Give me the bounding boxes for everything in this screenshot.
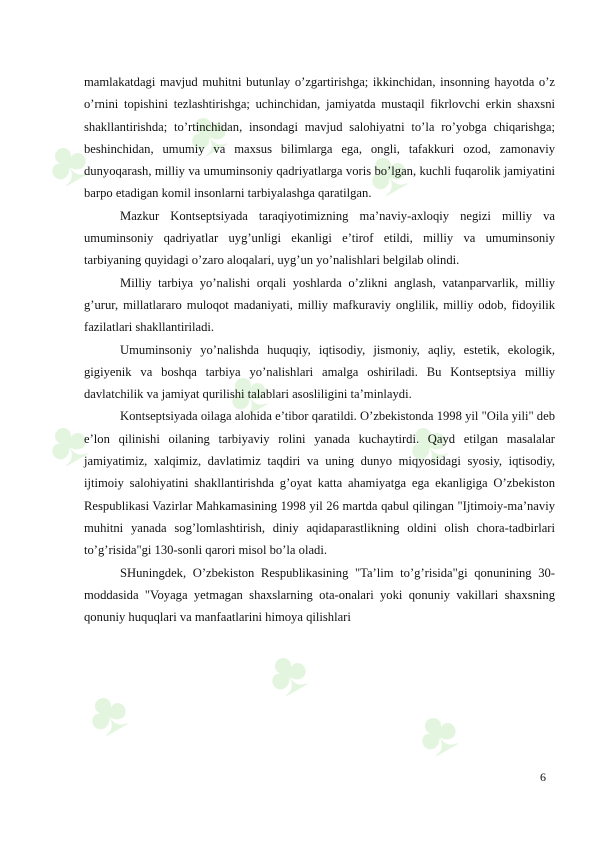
svg-text:♣: ♣	[33, 123, 101, 202]
page-number: 6	[540, 770, 546, 784]
paragraph-1: mamlakatdagi mavjud muhitni butunlay o’zgartirishga; ikkinchidan, insonning hayotda o’z o’rnini topishini tezlashtirishga; uchinchidan, jamiyatda mustaqil fikrlovchi erkin shaxsni shakllantirishda; to’rtinchidan, insondagi mavjud salohiyatni to’la ro’yobga chiqarishga; beshinchidan, umumiy va maxsus bilimlarga ega, ongli, tafakkuri ozod, zamonaviy dunyoqarash, milliy va umuminsoniy qadriyatlarga voris bo’lgan, kuchli fuqarolik jamiyatini barpo etadigan komil insonlarni tarbiyalashga qaratilgan.	[84, 75, 555, 201]
paragraph-6: SHuningdek, O’zbekiston Respublikasining "Ta’lim to’g’risida"gi qonunining 30-moddasida "Voyaga yetmagan shaxslarning ota-onalari yoki qonuniy vakillari shaxsning qonuniy huquqlari va manfaatlarini himoya qilishlari	[84, 565, 555, 625]
svg-text:♣: ♣	[33, 403, 101, 482]
svg-text:♣: ♣	[353, 133, 421, 212]
paragraph-2: Mazkur Kontseptsiyada taraqiyotimizning ma’naviy-axloqiy negizi milliy va umuminsoniy qadriyatlar uyg’unligi ekanligi e’tirof etildi, milliy va umuminsoniy tarbiyaning quyidagi o’zaro aloqalari, uyg’un yo’nalishlari belgilab olindi.	[84, 208, 555, 268]
svg-text:♣: ♣	[173, 93, 241, 172]
svg-text:♣: ♣	[253, 633, 321, 712]
paragraph-4: Umuminsoniy yo’nalishda huquqiy, iqtisodiy, jismoniy, aqliy, estetik, ekologik, gigiyenik va boshqa tarbiya yo’nalishlari amalga oshiriladi. Bu Kontseptsiya milliy davlatchilik va jamiyat qurilishi talablari asosliligini ta’minlaydi.	[84, 342, 555, 402]
paragraph-5: Kontseptsiyada oilaga alohida e’tibor qaratildi. O’zbekistonda 1998 yil "Oila yili" deb e’lon qilinishi oilaning tarbiyaviy rolini yanada kuchaytirdi. Qayd etilgan masalalar jamiyatimiz, xalqimiz, davlatimiz taqdiri va uning dunyo miqyosidagi syosiy, iqtisodiy, ijtimoiy salohiyatini shakllantirishda g’oyat katta ahamiyatga ega ekanligiga O’zbekiston Respublikasi Vazirlar Mahkamasining 1998 yil 26 martda qabul qilingan "Ijtimoiy-ma’naviy muhitni yanada sog’lomlashtirish, diniy aqidaparastlikning oldini olish chora-tadbirlari to’g’risida"gi 130-sonli qarori misol bo’la oladi.	[84, 409, 555, 558]
svg-text:♣: ♣	[393, 403, 461, 482]
svg-text:♣: ♣	[73, 673, 141, 752]
body-text	[84, 71, 555, 628]
paragraph-3: Milliy tarbiya yo’nalishi orqali yoshlarda o’zlikni anglash, vatanparvarlik, milliy g’urur, millatlararo muloqot madaniyati, milliy mafkuraviy onglilik, milliy odob, fidoyilik fazilatlari shakllantiriladi.	[84, 275, 555, 335]
svg-text:♣: ♣	[213, 353, 281, 432]
svg-text:♣: ♣	[403, 693, 471, 772]
